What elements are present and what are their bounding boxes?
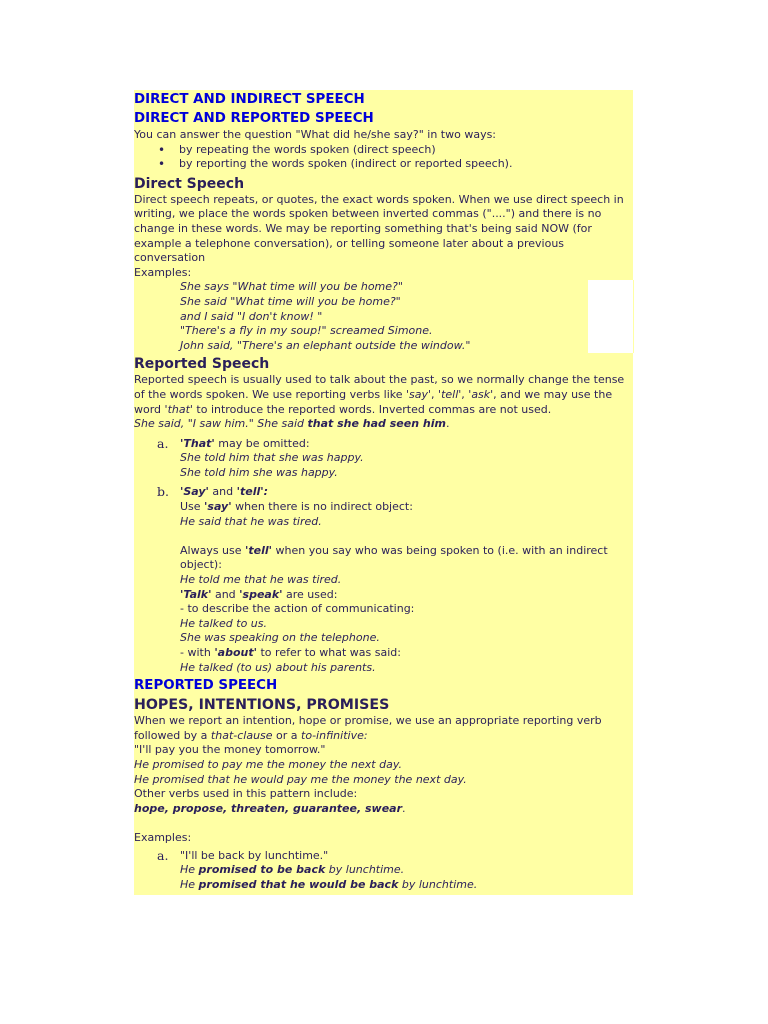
reported-speech-body: Reported speech is usually used to talk about the past, so we normally change the tense of the words spoken. We use reporting verbs like 'say', 'tell', 'ask', and we may use the word 'that' to introduce the reported words. Inverted commas are not used. [134, 373, 625, 416]
reported-example: She said, "I saw him." She said that she had seen him. [134, 417, 450, 431]
example-line: She was speaking on the telephone. [180, 631, 380, 645]
example-line: He said that he was tired. [180, 514, 322, 528]
hopes-body: When we report an intention, hope or promise, we use an appropriate reporting verb followed by a that-clause or a to-infinitive: [134, 714, 602, 742]
example-line: He promised to pay me the money the next day. [134, 757, 402, 771]
hopes-title: HOPES, INTENTIONS, PROMISES [134, 697, 390, 714]
reported-item-a: a. 'That' may be omitted: She told him that she was happy. She told him she was happy. [134, 437, 633, 481]
example-line: and I said "I don't know! " [180, 309, 323, 323]
example-line: John said, "There's an elephant outside the window." [180, 338, 471, 352]
intro-bullet-list [134, 143, 633, 172]
reported-speech-heading: REPORTED SPEECH [134, 678, 278, 694]
example-line: She told him she was happy. [180, 465, 338, 479]
intro-text: You can answer the question "What did he/she say?" in two ways: [134, 128, 497, 141]
reported-item-b: b. 'Say' and 'tell': Use 'say' when there is no indirect object: He said that he was tired. Always use 'tell' when you say who was being spoken to (i.e. with an indirect object): He told me that he was tired. 'Talk' and 'speak' are used: - to describe the action of communicating: He talked to us. She was speaking on the telephone. - with 'about' to refer to what was said: He talked (to us) about his parents. [134, 485, 633, 675]
example-line: He talked (to us) about his parents. [180, 660, 376, 674]
examples-label: Examples: [134, 265, 192, 279]
reported-speech-title: Reported Speech [134, 356, 270, 373]
examples-label: Examples: [134, 830, 192, 844]
direct-speech-body: Direct speech repeats, or quotes, the exact words spoken. When we use direct speech in writing, we place the words spoken between inverted commas ("....") and there is no change in these words. We may be reporting something that's being said NOW (for example a telephone conversation), or telling someone later about a previous conversation [134, 192, 624, 265]
example-line: "There's a fly in my soup!" screamed Simone. [180, 324, 433, 338]
list-item: • by reporting the words spoken (indirect or reported speech). [158, 157, 633, 172]
example-line: He told me that he was tired. [180, 573, 342, 587]
example-line: He promised that he would pay me the money the next day. [134, 772, 467, 786]
example-line: She said "What time will you be home?" [180, 294, 401, 308]
document-page [134, 90, 633, 895]
example-line: He talked to us. [180, 616, 268, 630]
hopes-quote: "I'll pay you the money tomorrow." [134, 743, 326, 757]
hopes-verbs: hope, propose, threaten, guarantee, swear. [134, 801, 406, 815]
list-marker: a. [157, 847, 169, 863]
sub-heading: DIRECT AND REPORTED SPEECH [134, 111, 374, 126]
main-heading: DIRECT AND INDIRECT SPEECH [134, 92, 365, 107]
example-line: She told him that she was happy. [180, 451, 364, 465]
list-marker: a. [157, 435, 169, 451]
list-item: • by repeating the words spoken (direct speech) [158, 143, 633, 158]
direct-speech-title: Direct Speech [134, 175, 245, 192]
list-marker: b. [157, 484, 169, 500]
direct-examples [134, 280, 633, 353]
hopes-item-a: a. "I'll be back by lunchtime." He promised to be back by lunchtime. He promised that he would be back by lunchtime. [157, 847, 478, 891]
example-line: She says "What time will you be home?" [180, 280, 403, 294]
hopes-other: Other verbs used in this pattern include: [134, 787, 358, 801]
